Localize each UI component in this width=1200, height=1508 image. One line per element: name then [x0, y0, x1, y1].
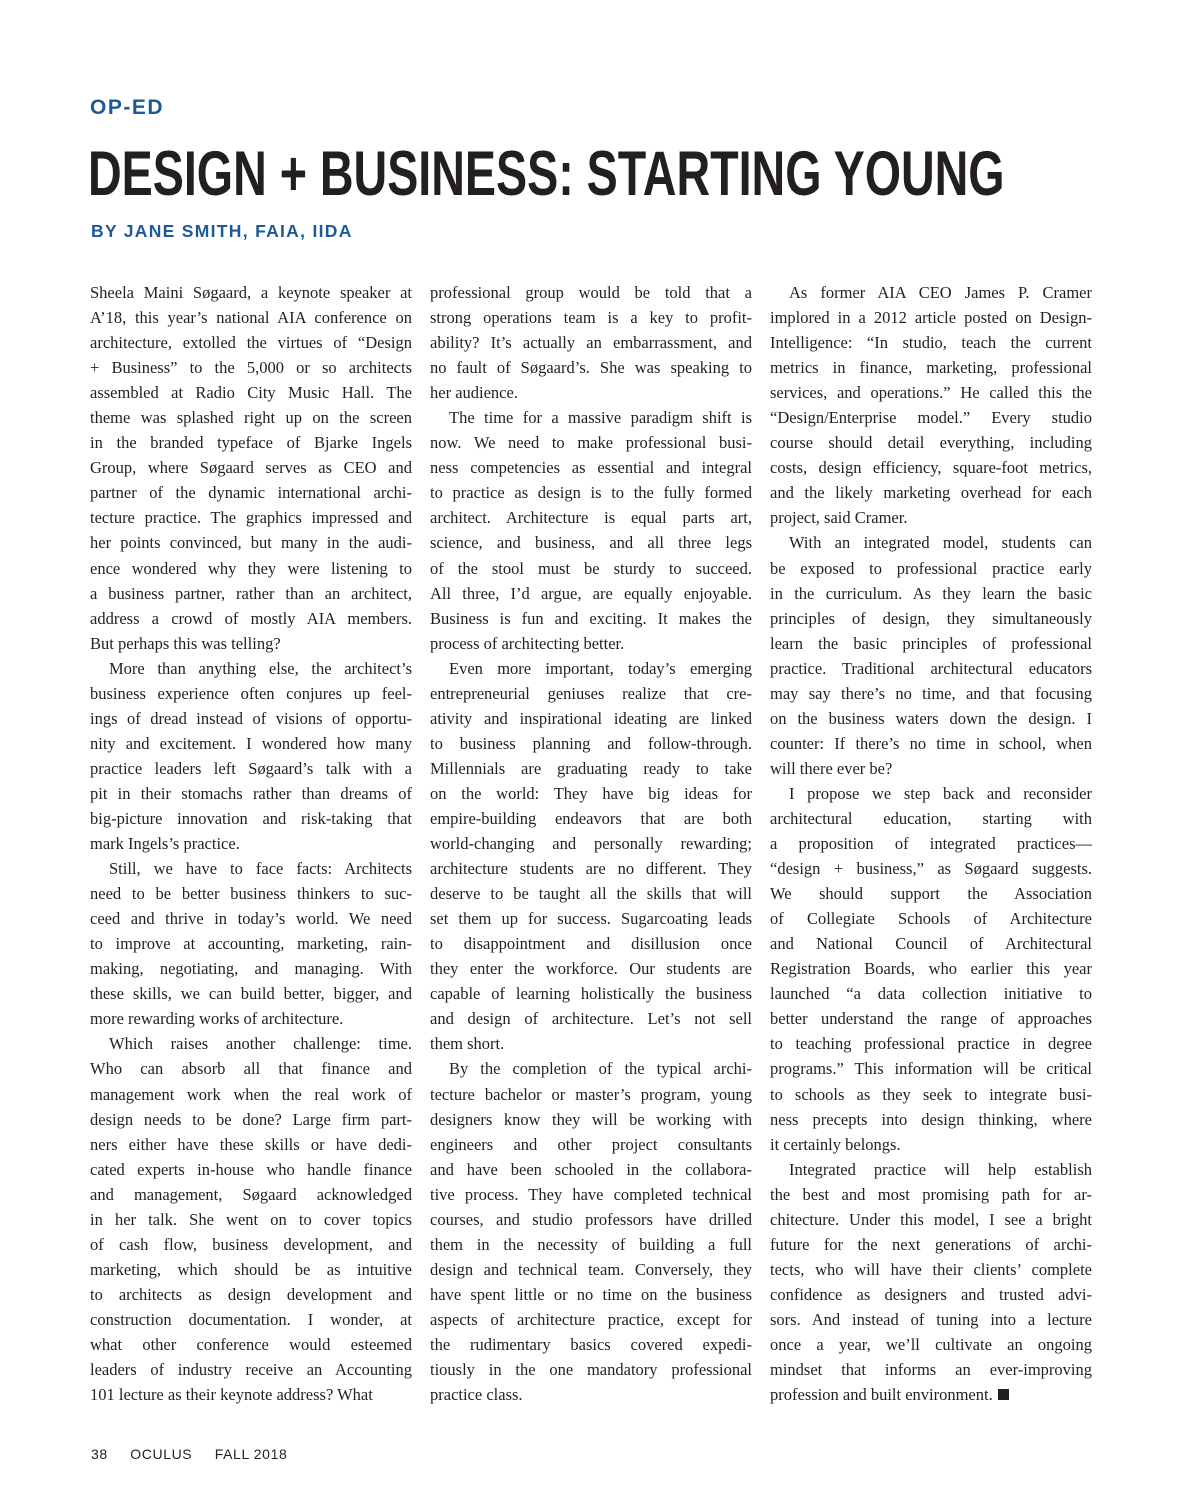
text-line: Still, we have to face facts: Architects [109, 859, 412, 879]
text-line: More than anything else, the architect’s [109, 658, 412, 678]
article-headline: DESIGN + BUSINESS: STARTING YOUNG [88, 139, 1005, 209]
text-line: and have been schooled in the collabora- [430, 1159, 752, 1179]
text-line: theme was splashed right up on the screen [90, 408, 412, 428]
text-line: A’18, this year’s national AIA conference on [90, 308, 412, 328]
text-line: chitecture. Under this model, I see a bright [770, 1209, 1092, 1229]
text-line: implored in a 2012 article posted on Design- [770, 308, 1092, 328]
issue-date: FALL 2018 [214, 1446, 288, 1462]
text-line: Business is fun and exciting. It makes the [430, 608, 752, 628]
text-line: “design + business,” as Søgaard suggests. [770, 859, 1092, 879]
text-line: to practice as design is to the fully formed [430, 483, 752, 503]
text-line: With an integrated model, students can [789, 533, 1092, 553]
text-line: ings of dread instead of visions of opportu- [90, 708, 412, 728]
text-line: what other conference would esteemed [90, 1334, 412, 1354]
text-line: big-picture innovation and risk-taking that [90, 808, 412, 828]
text-line: better understand the range of approaches [770, 1009, 1092, 1029]
text-line: will there ever be? [770, 758, 893, 778]
article-paragraph [90, 280, 412, 656]
page-footer [91, 1446, 305, 1462]
text-line: making, negotiating, and managing. With [90, 959, 412, 979]
text-line: architecture students are no different. They [430, 859, 752, 879]
text-line: future for the next generations of archi- [770, 1234, 1092, 1254]
text-line: tiously in the one mandatory professional [430, 1360, 752, 1380]
text-line: leaders of industry receive an Accounting [90, 1360, 412, 1380]
text-line: her points convinced, but many in the audi- [90, 533, 412, 553]
text-line: practice leaders left Søgaard’s talk with a [90, 758, 412, 778]
text-line: tive process. They have completed technical [430, 1184, 752, 1204]
article-paragraph [430, 656, 752, 1057]
text-line: Intelligence: “In studio, teach the current [770, 333, 1092, 353]
text-line: tects, who will have their clients’ complete [770, 1259, 1092, 1279]
article-byline: BY JANE SMITH, FAIA, IIDA [91, 221, 353, 241]
text-line: Registration Boards, who earlier this year [770, 959, 1092, 979]
text-line: Even more important, today’s emerging [449, 658, 752, 678]
text-line: they enter the workforce. Our students are [430, 959, 752, 979]
text-line: need to be better business thinkers to suc- [90, 884, 412, 904]
text-line: counter: If there’s no time in school, when [770, 733, 1092, 753]
text-line: By the completion of the typical archi- [449, 1059, 752, 1079]
text-line: But perhaps this was telling? [90, 633, 281, 653]
text-line: ness competencies as essential and integral [430, 458, 752, 478]
text-line: aspects of architecture practice, except for [430, 1309, 752, 1329]
text-line: to teaching professional practice in degree [770, 1034, 1092, 1054]
article-paragraph [90, 856, 412, 1031]
text-line: launched “a data collection initiative to [770, 984, 1092, 1004]
text-line: and National Council of Architectural [770, 934, 1092, 954]
text-line: courses, and studio professors have drilled [430, 1209, 752, 1229]
text-line: The time for a massive paradigm shift is [449, 408, 752, 428]
article-paragraph [90, 656, 412, 856]
text-line: services, and operations.” He called this the [770, 383, 1092, 403]
text-line: it certainly belongs. [770, 1134, 901, 1154]
text-line: to improve at accounting, marketing, rain- [90, 934, 412, 954]
text-line: All three, I’d argue, are equally enjoyable. [430, 583, 752, 603]
text-line: have spent little or no time on the business [430, 1284, 752, 1304]
text-line: ness precepts into design thinking, where [770, 1109, 1092, 1129]
text-line: We should support the Association [770, 884, 1092, 904]
text-line: process of architecting better. [430, 633, 625, 653]
text-line: Integrated practice will help establish [789, 1159, 1092, 1179]
article-paragraph [770, 530, 1092, 780]
text-line: 101 lecture as their keynote address? What [90, 1385, 373, 1405]
text-line: her audience. [430, 383, 518, 403]
text-line: them in the necessity of building a full [430, 1234, 752, 1254]
text-line: to schools as they seek to integrate busi- [770, 1084, 1092, 1104]
article-column-3 [770, 280, 1092, 1407]
article-paragraph [770, 781, 1092, 1157]
text-line: Who can absorb all that finance and [90, 1059, 412, 1079]
text-line: ners either have these skills or have dedi- [90, 1134, 412, 1154]
page-number: 38 [91, 1446, 108, 1462]
article-column-1 [90, 280, 412, 1407]
text-line: the rudimentary basics covered expedi- [430, 1334, 752, 1354]
text-line: costs, design efficiency, square-foot metrics, [770, 458, 1092, 478]
text-line: project, said Cramer. [770, 508, 908, 528]
text-line: design needs to be done? Large firm part- [90, 1109, 412, 1129]
text-line: deserve to be taught all the skills that will [430, 884, 752, 904]
text-line: a business partner, rather than an architect, [90, 583, 412, 603]
text-line: to business planning and follow-through. [430, 733, 752, 753]
text-line: mark Ingels’s practice. [90, 834, 240, 854]
article-paragraph [430, 405, 752, 655]
text-line: architectural education, starting with [770, 808, 1092, 828]
text-line: strong operations team is a key to profit- [430, 308, 752, 328]
text-line: confidence as designers and trusted advi- [770, 1284, 1092, 1304]
text-line: tecture practice. The graphics impressed and [90, 508, 412, 528]
text-line: to disappointment and disillusion once [430, 934, 752, 954]
text-line: mindset that informs an ever-improving [770, 1360, 1092, 1380]
article-paragraph [430, 280, 752, 405]
text-line: on the business waters down the design. I [770, 708, 1092, 728]
text-line: Sheela Maini Søgaard, a keynote speaker at [90, 283, 412, 302]
text-line: cated experts in-house who handle finance [90, 1159, 412, 1179]
text-line: construction documentation. I wonder, at [90, 1309, 412, 1329]
text-line: marketing, which should be as intuitive [90, 1259, 412, 1279]
text-line: ability? It’s actually an embarrassment, and [430, 333, 752, 353]
text-line: and the likely marketing overhead for each [770, 483, 1092, 503]
text-line: of the stool must be sturdy to succeed. [430, 558, 752, 578]
text-line: pit in their stomachs rather than dreams of [90, 783, 412, 803]
text-line: set them up for success. Sugarcoating leads [430, 909, 752, 929]
text-line: of Collegiate Schools of Architecture [770, 909, 1092, 929]
text-line: management work when the real work of [90, 1084, 412, 1104]
text-line: tecture bachelor or master’s program, young [430, 1084, 752, 1104]
text-line: and design of architecture. Let’s not sell [430, 1009, 752, 1029]
text-line: and management, Søgaard acknowledged [90, 1184, 412, 1204]
text-line: sors. And instead of tuning into a lecture [770, 1309, 1092, 1329]
text-line: ativity and inspirational ideating are linked [430, 708, 752, 728]
text-line: I propose we step back and reconsider [789, 783, 1092, 803]
text-line: to architects as design development and [90, 1284, 412, 1304]
article-paragraph [770, 280, 1092, 530]
text-line: capable of learning holistically the business [430, 984, 752, 1004]
text-line: no fault of Søgaard’s. She was speaking to [430, 358, 752, 378]
text-line: nity and excitement. I wondered how many [90, 733, 412, 753]
text-line: design and technical team. Conversely, they [430, 1259, 752, 1279]
text-line: address a crowd of mostly AIA members. [90, 608, 412, 628]
text-line: entrepreneurial geniuses realize that cre- [430, 683, 752, 703]
text-line: engineers and other project consultants [430, 1134, 752, 1154]
text-line: Millennials are graduating ready to take [430, 758, 752, 778]
text-line: world-changing and personally rewarding; [430, 834, 752, 854]
text-line: assembled at Radio City Music Hall. The [90, 383, 412, 403]
text-line: be exposed to professional practice early [770, 558, 1092, 578]
text-line: of cash flow, business development, and [90, 1234, 412, 1254]
text-line: science, and business, and all three legs [430, 533, 752, 553]
text-line: them short. [430, 1034, 505, 1054]
text-line: empire-building endeavors that are both [430, 808, 752, 828]
article-paragraph [770, 1157, 1092, 1407]
text-line: practice class. [430, 1385, 523, 1405]
article-paragraph [430, 1056, 752, 1407]
text-line: in the curriculum. As they learn the basic [770, 583, 1092, 603]
text-line: principles of design, they simultaneously [770, 608, 1092, 628]
text-line: profession and built environment. [770, 1382, 1092, 1407]
text-line: in her talk. She went on to cover topics [90, 1209, 412, 1229]
text-line: As former AIA CEO James P. Cramer [789, 283, 1092, 302]
text-line: course should detail everything, including [770, 433, 1092, 453]
text-line: architecture, extolled the virtues of “Design [90, 333, 412, 353]
text-line: Which raises another challenge: time. [109, 1034, 412, 1054]
text-line: metrics in finance, marketing, professional [770, 358, 1092, 378]
text-line: partner of the dynamic international archi- [90, 483, 412, 503]
text-line: may say there’s no time, and that focusing [770, 683, 1092, 703]
text-line: practice. Traditional architectural educators [770, 658, 1092, 678]
text-line: now. We need to make professional busi- [430, 433, 752, 453]
end-mark-icon [998, 1389, 1009, 1400]
text-line: a proposition of integrated practices— [770, 834, 1092, 854]
text-line: ceed and thrive in today’s world. We need [90, 909, 412, 929]
text-line: Group, where Søgaard serves as CEO and [90, 458, 412, 478]
text-line: “Design/Enterprise model.” Every studio [770, 408, 1092, 428]
text-line: these skills, we can build better, bigger, and [90, 984, 412, 1004]
text-line: more rewarding works of architecture. [90, 1009, 344, 1029]
text-line: ence wondered why they were listening to [90, 558, 412, 578]
text-line: professional group would be told that a [430, 283, 752, 302]
text-line: business experience often conjures up feel- [90, 683, 412, 703]
article-paragraph [90, 1031, 412, 1407]
publication-name: OCULUS [130, 1446, 193, 1462]
text-line: designers know they will be working with [430, 1109, 752, 1129]
text-line: learn the basic principles of professional [770, 633, 1092, 653]
text-line: the best and most promising path for ar- [770, 1184, 1092, 1204]
text-line: in the branded typeface of Bjarke Ingels [90, 433, 412, 453]
section-label: OP-ED [90, 96, 165, 119]
text-line: on the world: They have big ideas for [430, 783, 752, 803]
text-line: + Business” to the 5,000 or so architects [90, 358, 412, 378]
text-line: programs.” This information will be critical [770, 1059, 1092, 1079]
text-line: once a year, we’ll cultivate an ongoing [770, 1334, 1092, 1354]
article-column-2 [430, 280, 752, 1407]
text-line: architect. Architecture is equal parts art, [430, 508, 752, 528]
